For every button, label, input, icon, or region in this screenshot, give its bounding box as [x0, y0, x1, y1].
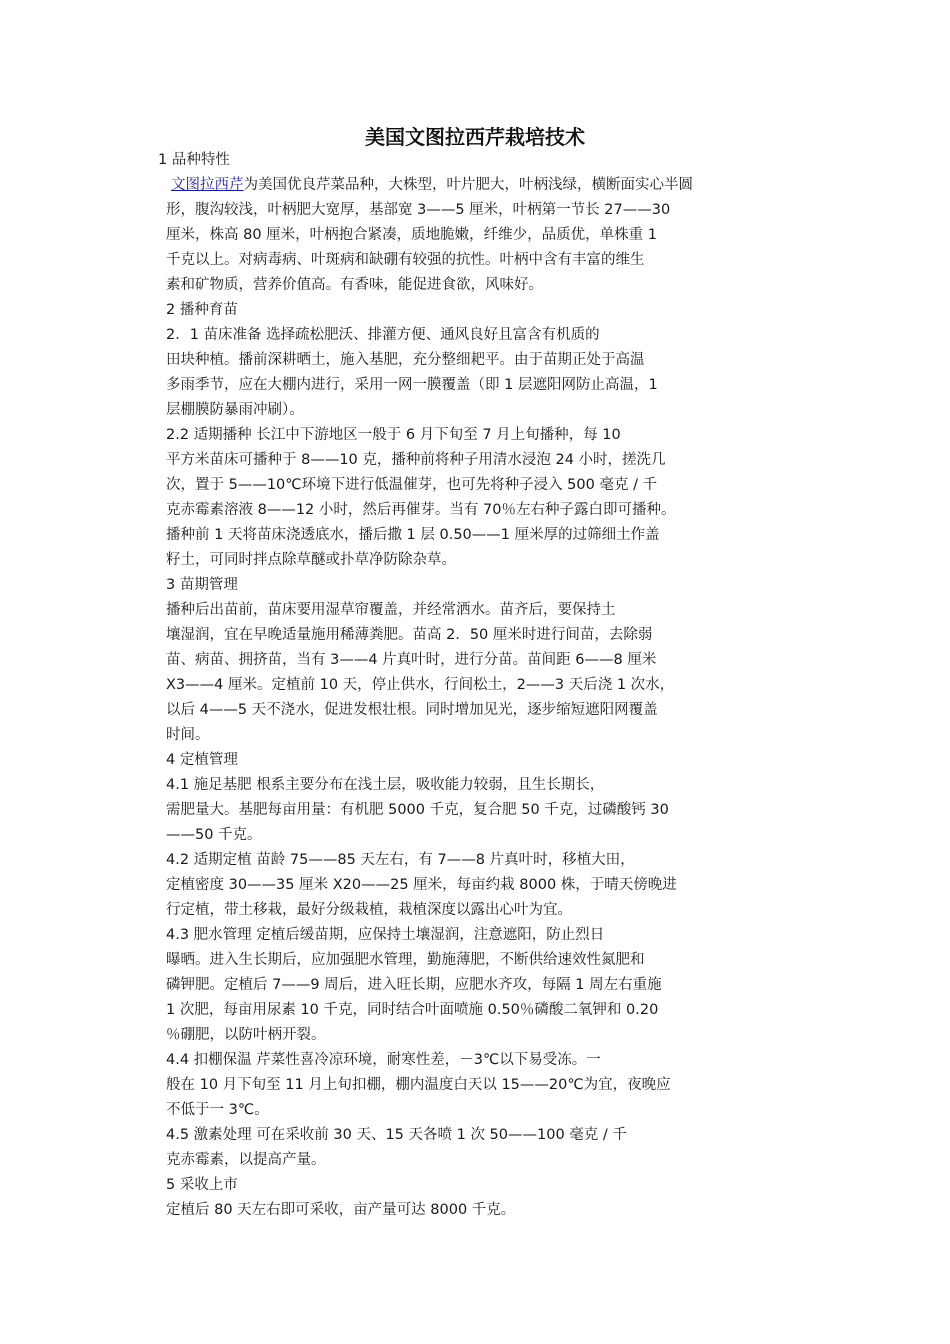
- paragraph-line: 4.5 激素处理 可在采收前 30 天、15 天各喷 1 次 50——100 毫克 / 千: [166, 1127, 627, 1143]
- paragraph-line: ——50 千克。: [166, 827, 262, 843]
- paragraph-line: 4.1 施足基肥 根系主要分布在浅土层，吸收能力较弱，且生长期长，: [166, 777, 605, 793]
- paragraph-line: 厘米，株高 80 厘米，叶柄抱合紧凑，质地脆嫩，纤维少，品质优，单株重 1: [166, 227, 658, 243]
- paragraph-line: ％硼肥，以防叶柄开裂。: [166, 1027, 326, 1043]
- paragraph-line: 克赤霉素，以提高产量。: [166, 1152, 326, 1168]
- section-heading: 2 播种育苗: [166, 302, 238, 318]
- paragraph-line: 素和矿物质，营养价值高。有香味，能促进食欲，风味好。: [166, 277, 543, 293]
- paragraph-line: 籽土，可同时拌点除草醚或扑草净防除杂草。: [166, 552, 456, 568]
- paragraph-line: 磷钾肥。定植后 7——9 周后，进入旺长期，应肥水齐攻，每隔 1 周左右重施: [166, 977, 662, 993]
- paragraph-line: 苗、病苗、拥挤苗，当有 3——4 片真叶时，进行分苗。苗间距 6——8 厘米: [166, 652, 657, 668]
- paragraph-line: 千克以上。对病毒病、叶斑病和缺硼有较强的抗性。叶柄中含有丰富的维生: [166, 252, 645, 268]
- paragraph-line: 层棚膜防暴雨冲刷）。: [166, 402, 304, 418]
- paragraph-line: 克赤霉素溶液 8——12 小时，然后再催芽。当有 70％左右种子露白即可播种。: [166, 502, 676, 518]
- paragraph-line: 需肥量大。基肥每亩用量：有机肥 5000 千克，复合肥 50 千克，过磷酸钙 30: [166, 802, 669, 818]
- paragraph-line: 定植后 80 天左右即可采收，亩产量可达 8000 千克。: [166, 1202, 516, 1218]
- paragraph-line: 2.2 适期播种 长江中下游地区一般于 6 月下旬至 7 月上旬播种，每 10: [166, 427, 621, 443]
- paragraph-line: 播种后出苗前，苗床要用湿草帘覆盖，并经常洒水。苗齐后，要保持土: [166, 602, 616, 618]
- section-heading: 3 苗期管理: [166, 577, 238, 593]
- paragraph-line: 曝晒。进入生长期后，应加强肥水管理，勤施薄肥，不断供给速效性氮肥和: [166, 952, 645, 968]
- paragraph-line: 时间。: [166, 727, 210, 743]
- paragraph-line: [171, 173, 693, 198]
- paragraph-line: 4.3 肥水管理 定植后缓苗期，应保持土壤湿润，注意遮阳，防止烈日: [166, 927, 605, 943]
- variety-link[interactable]: 文图拉西芹: [171, 177, 244, 193]
- paragraph-line: 不低于一 3℃。: [166, 1102, 269, 1118]
- paragraph-line: 以后 4——5 天不浇水，促进发根壮根。同时增加见光，逐步缩短遮阳网覆盖: [166, 702, 658, 718]
- section-heading: 1 品种特性: [158, 152, 230, 168]
- paragraph-text: 为美国优良芹菜品种，大株型，叶片肥大，叶柄浅绿，横断面实心半圆: [243, 177, 693, 193]
- paragraph-line: 壤湿润，宜在早晚适量施用稀薄粪肥。苗高 2．50 厘米时进行间苗，去除弱: [166, 627, 653, 643]
- document-title: 美国文图拉西芹栽培技术: [365, 125, 585, 149]
- section-heading: 5 采收上市: [166, 1177, 238, 1193]
- paragraph-line: 形，腹沟较浅，叶柄肥大宽厚，基部宽 3——5 厘米，叶柄第一节长 27——30: [166, 202, 671, 218]
- paragraph-line: 1 次肥，每亩用尿素 10 千克，同时结合叶面喷施 0.50％磷酸二氧钾和 0.20: [166, 1002, 659, 1018]
- paragraph-line: 多雨季节，应在大棚内进行，采用一网一膜覆盖（即 1 层遮阳网防止高温，1: [166, 377, 658, 393]
- paragraph-line: 4.4 扣棚保温 芹菜性喜冷凉环境，耐寒性差，－3℃以下易受冻。一: [166, 1052, 601, 1068]
- paragraph-line: 次，置于 5——10℃环境下进行低温催芽，也可先将种子浸入 500 毫克 / 千: [166, 477, 658, 493]
- paragraph-line: 播种前 1 天将苗床浇透底水，播后撒 1 层 0.50——1 厘米厚的过筛细土作盖: [166, 527, 660, 543]
- paragraph-line: 定植密度 30——35 厘米 X20——25 厘米，每亩约栽 8000 株，于晴天傍晚进: [166, 877, 677, 893]
- paragraph-line: 4.2 适期定植 苗龄 75——85 天左右，有 7——8 片真叶时，移植大田，: [166, 852, 635, 868]
- paragraph-line: 平方米苗床可播种于 8——10 克，播种前将种子用清水浸泡 24 小时，搓洗几: [166, 452, 666, 468]
- paragraph-line: 行定植，带土移栽，最好分级栽植，栽植深度以露出心叶为宜。: [166, 902, 572, 918]
- paragraph-line: 2．1 苗床准备 选择疏松肥沃、排灌方便、通风良好且富含有机质的: [166, 327, 600, 343]
- paragraph-line: 田块种植。播前深耕晒土，施入基肥，充分整细耙平。由于苗期正处于高温: [166, 352, 645, 368]
- paragraph-line: 般在 10 月下旬至 11 月上旬扣棚，棚内温度白天以 15——20℃为宜，夜晚应: [166, 1077, 671, 1093]
- paragraph-line: X3——4 厘米。定植前 10 天，停止供水，行间松土，2——3 天后浇 1 次水，: [166, 677, 675, 693]
- section-heading: 4 定植管理: [166, 752, 238, 768]
